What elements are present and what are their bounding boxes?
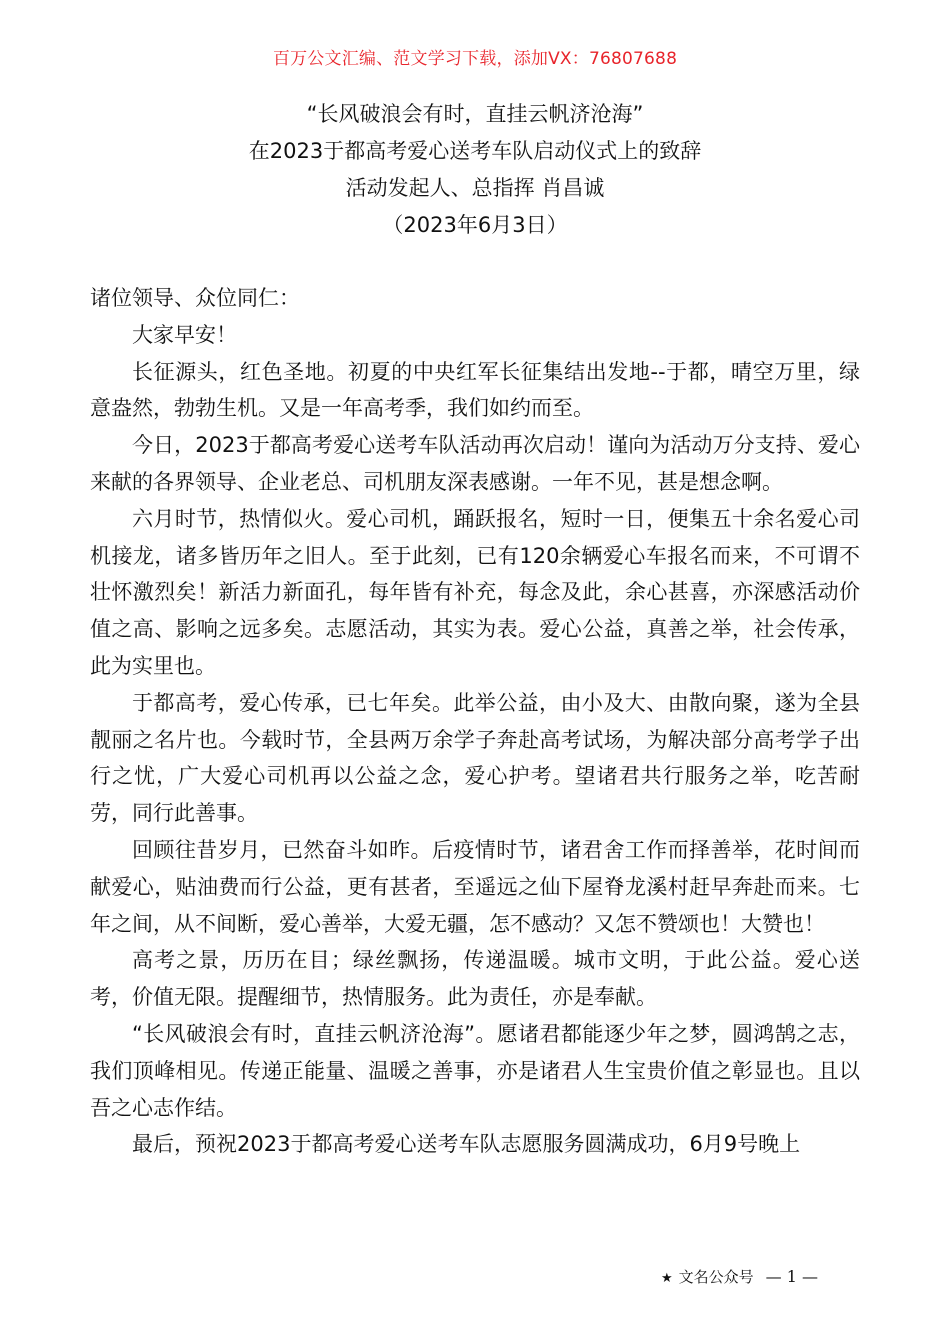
- title-line-author: 活动发起人、总指挥 肖昌诚: [345, 176, 605, 200]
- paragraph: 于都高考，爱心传承，已七年矣。此举公益，由小及大、由散向聚，遂为全县靓丽之名片也。今载时节，全县两万余学子奔赴高考试场，为解决部分高考学子出行之忧，广大爱心司机再以公益之念，爱心护考。望诸君共行服务之举，吃苦耐劳，同行此善事。: [90, 690, 860, 826]
- paragraph: 长征源头，红色圣地。初夏的中央红军长征集结出发地--于都，晴空万里，绿意盎然，勃勃生机。又是一年高考季，我们如约而至。: [90, 359, 860, 421]
- footer-source: 文名公众号: [678, 1268, 754, 1286]
- paragraph: 回顾往昔岁月，已然奋斗如昨。后疫情时节，诸君舍工作而择善举，花时间而献爱心，贴油费而行公益，更有甚者，至遥远之仙下屋脊龙溪村赶早奔赴而来。七年之间，从不间断，爱心善举，大爱无疆，怎不感动？又怎不赞颂也！大赞也！: [90, 837, 860, 936]
- paragraph: 高考之景，历历在目；绿丝飘扬，传递温暖。城市文明，于此公益。爱心送考，价值无限。提醒细节，热情服务。此为责任，亦是奉献。: [90, 948, 860, 1010]
- title-line-quote: “长风破浪会有时，直挂云帆济沧海”: [306, 102, 644, 126]
- salutation: 诸位领导、众位同仁：: [90, 286, 300, 310]
- paragraph: 今日，2023于都高考爱心送考车队活动再次启动！谨向为活动万分支持、爱心来献的各界领导、企业老总、司机朋友深表感谢。一年不见，甚是想念啊。: [90, 433, 860, 494]
- page-number: — 1 —: [765, 1267, 818, 1286]
- speech-body: [90, 280, 860, 1163]
- paragraph: 大家早安！: [132, 322, 237, 347]
- star-icon: ★: [660, 1271, 673, 1286]
- title-line-main: 在2023于都高考爱心送考车队启动仪式上的致辞: [248, 139, 702, 163]
- page-footer: [661, 1266, 818, 1290]
- paragraph: 最后，预祝2023于都高考爱心送考车队志愿服务圆满成功，6月9号晚上: [132, 1132, 801, 1157]
- title-line-date: （2023年6月3日）: [382, 213, 568, 237]
- paragraph: “长风破浪会有时，直挂云帆济沧海”。愿诸君都能逐少年之梦，圆鸿鹄之志，我们顶峰相见。传递正能量、温暖之善事，亦是诸君人生宝贵价值之彰显也。且以吾之心志作结。: [90, 1021, 860, 1120]
- header-banner: 百万公文汇编、范文学习下载，添加VX：76807688: [272, 49, 678, 69]
- title-block: [0, 96, 950, 244]
- paragraph: 六月时节，热情似火。爱心司机，踊跃报名，短时一日，便集五十余名爱心司机接龙，诸多皆历年之旧人。至于此刻，已有120余辆爱心车报名而来，不可谓不壮怀激烈矣！新活力新面孔，每年皆有补充，每念及此，余心甚喜，亦深感活动价值之高、影响之远多矣。志愿活动，其实为表。爱心公益，真善之举，社会传承，此为实里也。: [90, 506, 860, 678]
